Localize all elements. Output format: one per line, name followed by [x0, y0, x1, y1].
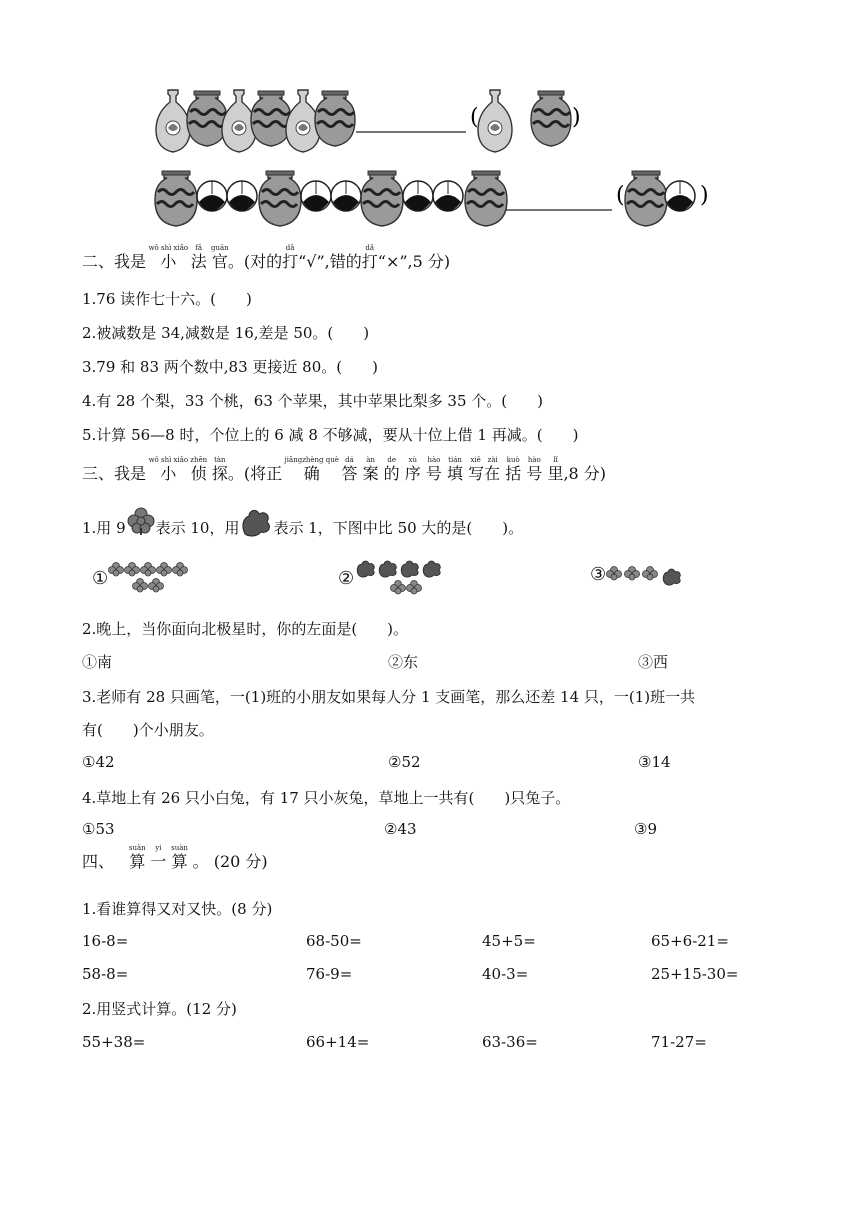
heading-end: ,8 分)	[563, 464, 607, 483]
calc-item: 55+38=	[82, 1033, 146, 1051]
ruby-char: 探tàn	[211, 456, 228, 483]
ruby-char: 算suàn	[128, 844, 146, 871]
heading-mid: 。(对的	[227, 252, 283, 271]
small-group-icon	[606, 562, 686, 586]
heading-mid2: “√”,错的	[298, 252, 362, 271]
heading-end: 。 (20 分)	[192, 852, 268, 871]
section-2-heading	[82, 244, 450, 272]
judge-item-5: 5.计算 56—8 时，个位上的 6 减 8 不够减，要从十位上借 1 再减。( )	[82, 426, 579, 444]
q4-option-1[interactable]: ①53	[82, 820, 115, 838]
ruby-char: 小wǒ shì xiǎo	[148, 456, 189, 483]
q1-option-3[interactable]	[590, 562, 686, 586]
calc-item: 63-36=	[482, 1033, 538, 1051]
big-leaf-icon	[239, 506, 273, 538]
calc-item: 68-50=	[306, 932, 362, 950]
calc-item: 76-9=	[306, 965, 353, 983]
heading-prefix: 三、我是	[82, 464, 147, 483]
ruby-char: 打dǎ	[361, 244, 378, 271]
q2-text: 2.晚上，当你面向北极星时，你的左面是( )。	[82, 620, 409, 638]
section-4-heading	[82, 844, 268, 872]
calc-item: 25+15-30=	[651, 965, 739, 983]
q2-option-2[interactable]: ②东	[388, 653, 419, 671]
calc-item: 71-27=	[651, 1033, 707, 1051]
q3-text-line2: 有( )个小朋友。	[82, 721, 214, 739]
q1-option-1[interactable]	[92, 560, 198, 596]
flower-group-icon	[108, 560, 198, 596]
ruby-char: 序xù	[404, 456, 421, 483]
svg-text:(: (	[470, 105, 479, 130]
judge-item-2: 2.被减数是 34,减数是 16,差是 50。( )	[82, 324, 370, 342]
q4-option-2[interactable]: ②43	[384, 820, 417, 838]
q1-text-a: 1.用 9	[82, 519, 126, 537]
heading-prefix: 二、我是	[82, 252, 147, 271]
option-label: ③	[590, 563, 607, 585]
sub-question-2: 2.用竖式计算。(12 分)	[82, 1000, 237, 1018]
judge-item-4: 4.有 28 个梨，33 个桃，63 个苹果，其中苹果比梨多 35 个。( )	[82, 392, 543, 410]
option-label: ①	[92, 567, 109, 589]
calc-item: 66+14=	[306, 1033, 370, 1051]
ruby-char: 号hào	[526, 456, 543, 483]
judge-item-1: 1.76 读作七十六。( )	[82, 290, 252, 308]
q1-text-c: 表示 1，下图中比 50 大的是( )。	[273, 519, 524, 537]
ruby-char: 里lǐ	[547, 456, 564, 483]
heading-prefix: 四、	[82, 852, 115, 871]
ruby-char: 侦zhēn	[190, 456, 208, 483]
pattern-row-2	[150, 164, 720, 230]
heading-mid: 。(将正	[227, 464, 283, 483]
ruby-char: 写在xiě zài	[468, 456, 501, 483]
ruby-char: 官guān	[210, 244, 229, 271]
ruby-char: 法fǎ	[190, 244, 207, 271]
pattern-row-1	[150, 84, 590, 154]
q3-option-2[interactable]: ②52	[388, 753, 421, 771]
q2-option-1[interactable]: ①南	[82, 653, 113, 671]
q3-text-line1: 3.老师有 28 只画笔，一(1)班的小朋友如果每人分 1 支画笔，那么还差 14 只，一(1)班一共	[82, 688, 696, 706]
ruby-char: 填tián	[447, 456, 464, 483]
heading-end: “×”,5 分)	[377, 252, 451, 271]
calc-item: 40-3=	[482, 965, 529, 983]
calc-item: 45+5=	[482, 932, 536, 950]
ruby-char: 括kuò	[505, 456, 522, 483]
ruby-char: 号hào	[425, 456, 442, 483]
calc-item: 16-8=	[82, 932, 129, 950]
q1-option-2[interactable]	[338, 558, 454, 598]
q3-option-3[interactable]: ③14	[638, 753, 671, 771]
q4-option-3[interactable]: ③9	[634, 820, 657, 838]
calc-item: 65+6-21=	[651, 932, 729, 950]
ruby-char: 算suàn	[171, 844, 188, 871]
ruby-char: 打dǎ	[282, 244, 299, 271]
option-label: ②	[338, 567, 355, 589]
q1-text-b: 表示 10，用	[155, 519, 240, 537]
section-3-heading	[82, 456, 606, 484]
calc-item: 58-8=	[82, 965, 129, 983]
ruby-char: 案àn	[362, 456, 379, 483]
sub-question-1: 1.看谁算得又对又快。(8 分)	[82, 900, 273, 918]
ruby-char: 的de	[383, 456, 400, 483]
ruby-char: 小wǒ shì xiǎo	[148, 244, 189, 271]
svg-text:): )	[572, 105, 581, 130]
svg-text:): )	[700, 183, 709, 208]
q3-option-1[interactable]: ①42	[82, 753, 115, 771]
ruby-char: 确jiǎngzhèng què	[284, 456, 339, 483]
ruby-char: 一yi	[150, 844, 167, 871]
svg-text:(: (	[616, 183, 625, 208]
small-flower-icon	[126, 506, 156, 536]
q1-line	[82, 506, 523, 538]
judge-item-3: 3.79 和 83 两个数中,83 更接近 80。( )	[82, 358, 378, 376]
ruby-char: 答dá	[341, 456, 358, 483]
leaf-and-flower-group-icon	[354, 558, 454, 598]
q2-option-3[interactable]: ③西	[638, 653, 669, 671]
q4-text: 4.草地上有 26 只小白兔，有 17 只小灰兔，草地上一共有( )只兔子。	[82, 789, 571, 807]
